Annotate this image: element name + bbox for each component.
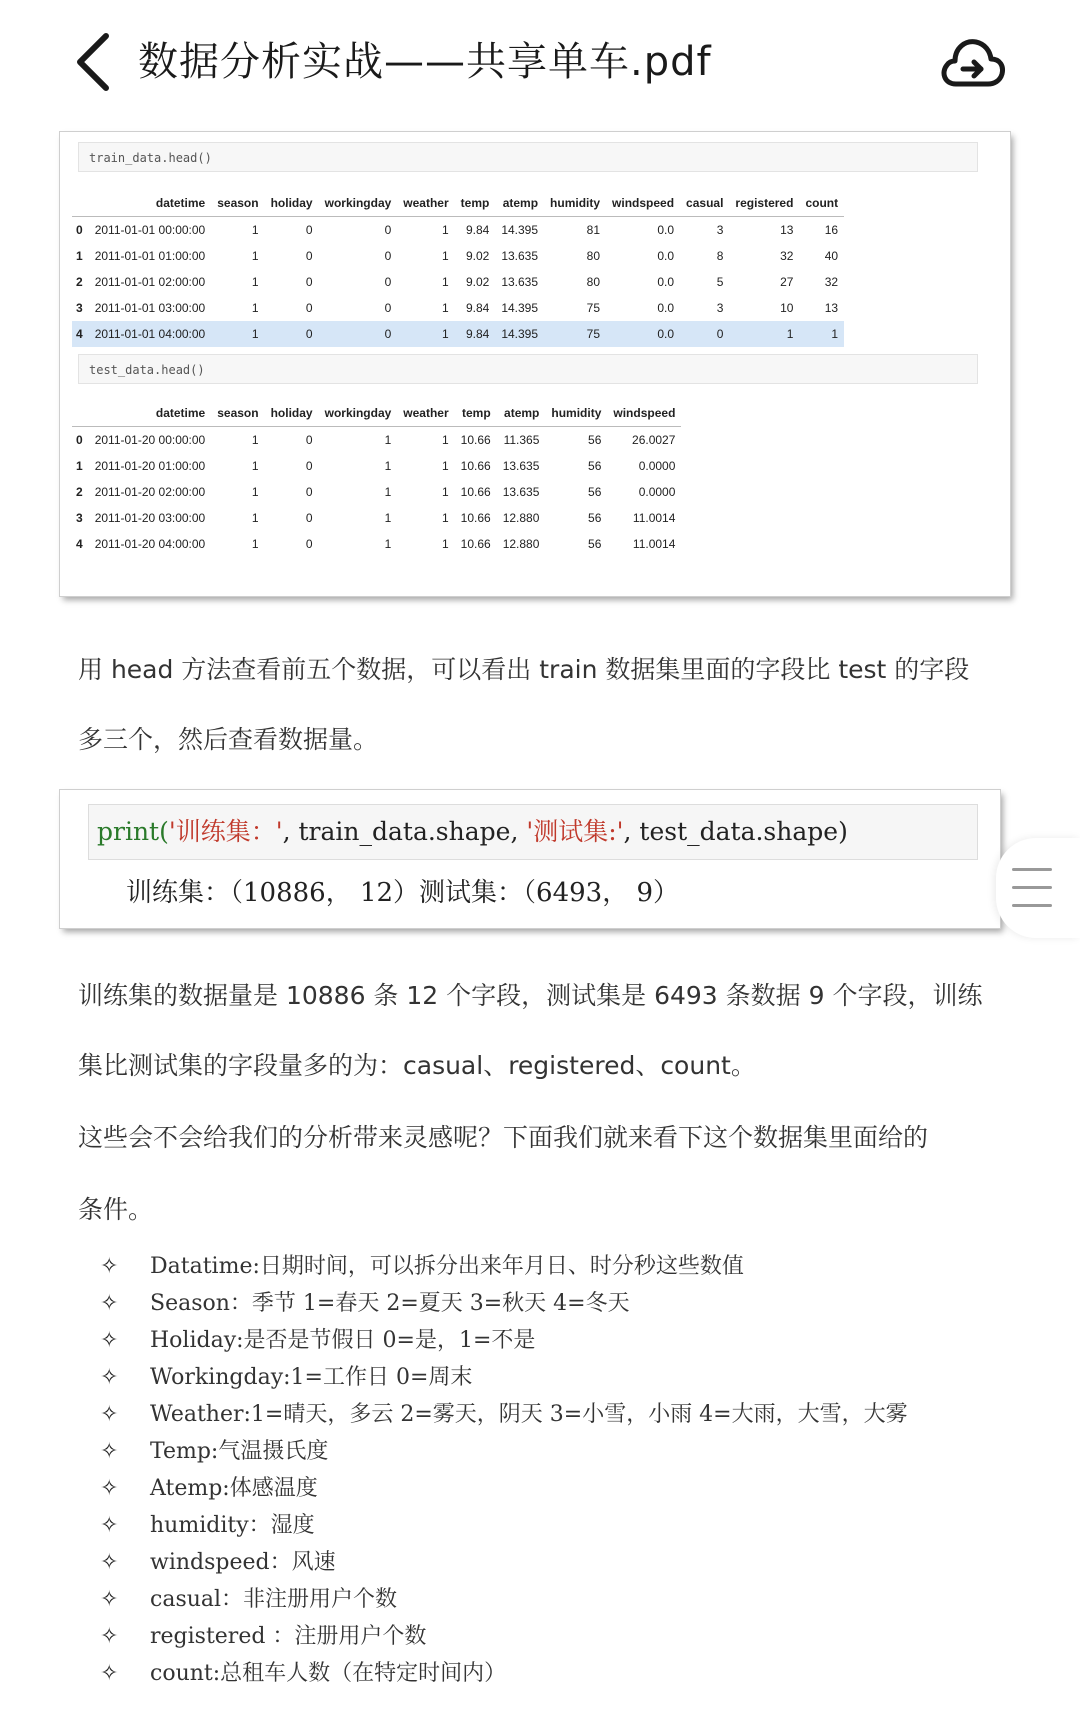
table-cell: 27 (780, 275, 794, 289)
list-item (100, 1655, 1000, 1692)
table-cell: 1 (729, 321, 799, 347)
table-cell: 1 (441, 433, 449, 447)
table-row (72, 531, 681, 557)
code-screenshot (60, 790, 1000, 928)
chevron-left-icon (70, 30, 120, 94)
table-cell: 0.0 (657, 249, 675, 263)
table-cell: 1 (251, 459, 259, 473)
back-button[interactable] (70, 30, 120, 94)
paragraph-head-line2: 多三个，然后查看数据量。 (78, 725, 379, 754)
table-cell: 0 (305, 249, 313, 263)
table-cell: 5 (716, 275, 724, 289)
table-cell: 1 (441, 485, 449, 499)
table-cell: 0 (305, 433, 313, 447)
column-header: atemp (495, 190, 544, 217)
column-header: humidity (545, 400, 607, 427)
field-description: casual：非注册用户个数 (150, 1587, 398, 1612)
table-cell: 3 (716, 301, 724, 315)
star-bullet-icon: ✧ (100, 1254, 119, 1279)
test-cell-code: test_data.head() (78, 354, 978, 384)
table-cell: 14.395 (501, 223, 539, 237)
code-cell (88, 804, 978, 860)
table-cell: 1 (441, 459, 449, 473)
column-header: season (211, 190, 264, 217)
table-cell: 14.395 (495, 321, 544, 347)
column-header: humidity (544, 190, 606, 217)
menu-button[interactable] (996, 838, 1080, 938)
table-cell: 1 (211, 321, 264, 347)
column-header (72, 190, 89, 217)
table-cell: 2011-01-01 01:00:00 (94, 249, 206, 263)
column-header: weather (397, 400, 454, 427)
table-cell: 1 (441, 537, 449, 551)
column-header: count (799, 190, 844, 217)
table-cell: 1 (251, 485, 259, 499)
table-cell: 80 (586, 275, 601, 289)
table-row (72, 217, 844, 244)
table-cell: 56 (588, 459, 602, 473)
table-cell: 10.66 (460, 485, 491, 499)
list-item (100, 1507, 1000, 1544)
column-header: datetime (89, 190, 212, 217)
table-cell: 8 (716, 249, 724, 263)
table-cell: 13 (824, 301, 839, 315)
table-cell: 2011-01-01 00:00:00 (94, 223, 206, 237)
star-bullet-icon: ✧ (100, 1661, 119, 1686)
table-cell: 1 (251, 275, 259, 289)
table-cell: 2011-01-20 01:00:00 (94, 459, 206, 473)
table-cell: 0 (384, 223, 392, 237)
table-row (72, 427, 681, 454)
table-cell: 1 (384, 537, 392, 551)
table-cell: 2 (76, 485, 83, 499)
cloud-upload-icon (938, 32, 1006, 94)
table-cell: 1 (384, 459, 392, 473)
field-description: Holiday:是否是节假日 0=是，1=不是 (150, 1328, 536, 1353)
paragraph-size-line1: 训练集的数据量是 10886 条 12 个字段，测试集是 6493 条数据 9 个字段，训练 (78, 981, 983, 1010)
table-cell: 1 (251, 249, 259, 263)
table-cell: 1 (76, 249, 83, 263)
table-cell: 3 (76, 301, 83, 315)
train-data-table (72, 190, 844, 347)
table-cell: 2011-01-20 03:00:00 (94, 511, 206, 525)
code-output: 训练集：（10886， 12）测试集：（6493， 9） (126, 878, 680, 908)
table-cell: 13.635 (501, 249, 539, 263)
table-cell: 1 (251, 537, 259, 551)
star-bullet-icon: ✧ (100, 1291, 119, 1316)
column-header: holiday (265, 400, 319, 427)
table-cell: 1 (441, 223, 449, 237)
table-cell: 1 (251, 511, 259, 525)
table-cell: 0 (305, 511, 313, 525)
table-cell: 2011-01-20 04:00:00 (94, 537, 206, 551)
table-header-row (72, 190, 844, 217)
table-cell: 26.0027 (632, 433, 676, 447)
table-cell: 0 (305, 223, 313, 237)
star-bullet-icon: ✧ (100, 1550, 119, 1575)
table-cell: 9.02 (465, 275, 490, 289)
table-cell: 12.880 (502, 537, 540, 551)
list-item (100, 1544, 1000, 1581)
table-cell: 1 (397, 321, 454, 347)
table-cell: 13.635 (501, 275, 539, 289)
table-cell: 0 (76, 433, 83, 447)
table-cell: 0 (305, 537, 313, 551)
table-cell: 13.635 (502, 485, 540, 499)
list-item (100, 1618, 1000, 1655)
table-row (72, 321, 844, 347)
dataframe-screenshot (60, 132, 1010, 596)
paragraph-conditions-line1: 这些会不会给我们的分析带来灵感呢？下面我们就来看下这个数据集里面给的 (78, 1123, 929, 1152)
table-cell: 56 (588, 485, 602, 499)
table-cell: 56 (588, 511, 602, 525)
table-cell: 2011-01-01 02:00:00 (94, 275, 206, 289)
table-cell: 1 (441, 301, 449, 315)
field-description: Datatime:日期时间，可以拆分出来年月日、时分秒这些数值 (150, 1254, 744, 1279)
field-description: Atemp:体感温度 (150, 1476, 318, 1501)
table-cell: 0.0000 (638, 485, 676, 499)
table-cell: 4 (72, 321, 89, 347)
column-header: datetime (89, 400, 212, 427)
column-header (72, 400, 89, 427)
table-cell: 40 (824, 249, 839, 263)
field-description: Temp:气温摄氏度 (150, 1439, 329, 1464)
star-bullet-icon: ✧ (100, 1587, 119, 1612)
table-cell: 0.0 (657, 223, 675, 237)
table-cell: 32 (780, 249, 794, 263)
table-cell: 1 (384, 433, 392, 447)
table-cell: 1 (441, 249, 449, 263)
list-item (100, 1433, 1000, 1470)
paragraph-size-line2: 集比测试集的字段量多的为：casual、registered、count。 (78, 1051, 756, 1080)
column-header: registered (729, 190, 799, 217)
star-bullet-icon: ✧ (100, 1365, 119, 1390)
list-item (100, 1359, 1000, 1396)
table-cell: 56 (588, 433, 602, 447)
table-cell: 4 (76, 537, 83, 551)
table-cell: 75 (586, 301, 601, 315)
table-cell: 0 (305, 459, 313, 473)
table-cell: 2011-01-01 04:00:00 (89, 321, 212, 347)
table-cell: 2 (76, 275, 83, 289)
top-bar (0, 0, 1080, 125)
field-description: windspeed：风速 (150, 1550, 336, 1575)
field-description: Season：季节 1=春天 2=夏天 3=秋天 4=冬天 (150, 1291, 630, 1316)
table-cell: 9.84 (465, 301, 490, 315)
code-mid: , train_data.shape, (282, 817, 527, 846)
table-cell: 0.0000 (638, 459, 676, 473)
table-cell: 32 (824, 275, 839, 289)
star-bullet-icon: ✧ (100, 1439, 119, 1464)
star-bullet-icon: ✧ (100, 1476, 119, 1501)
code-string-test: '测试集:' (526, 817, 624, 846)
field-description: Weather:1=晴天，多云 2=雾天，阴天 3=小雪，小雨 4=大雨，大雪，大雾 (150, 1402, 908, 1427)
table-cell: 13 (780, 223, 794, 237)
table-cell: 9.84 (465, 223, 490, 237)
table-cell: 11.0014 (632, 537, 676, 551)
column-header: weather (397, 190, 454, 217)
table-cell: 0.0 (657, 301, 675, 315)
table-cell: 1 (76, 459, 83, 473)
star-bullet-icon: ✧ (100, 1328, 119, 1353)
cloud-upload-button[interactable] (938, 32, 1006, 94)
code-print: print( (97, 817, 169, 846)
table-cell: 0.0 (657, 275, 675, 289)
table-cell: 10.66 (460, 537, 491, 551)
column-header: season (211, 400, 264, 427)
table-header-row (72, 400, 681, 427)
field-description: count:总租车人数（在特定时间内） (150, 1661, 507, 1686)
table-cell: 1 (384, 485, 392, 499)
table-cell: 81 (586, 223, 601, 237)
table-cell: 0 (384, 301, 392, 315)
table-cell: 14.395 (501, 301, 539, 315)
table-cell: 10.66 (460, 459, 491, 473)
paragraph-head-line1: 用 head 方法查看前五个数据，可以看出 train 数据集里面的字段比 test 的字段 (78, 655, 970, 684)
column-header: holiday (265, 190, 319, 217)
table-cell: 2011-01-01 03:00:00 (94, 301, 206, 315)
column-header: workingday (319, 190, 398, 217)
table-cell: 0 (305, 275, 313, 289)
table-cell: 1 (251, 301, 259, 315)
table-cell: 1 (441, 511, 449, 525)
page-title: 数据分析实战——共享单车.pdf (138, 39, 712, 85)
table-cell: 0 (305, 301, 313, 315)
table-cell: 10 (780, 301, 794, 315)
table-cell: 2011-01-20 02:00:00 (94, 485, 206, 499)
table-cell: 0 (265, 321, 319, 347)
table-cell: 12.880 (502, 511, 540, 525)
test-data-table (72, 400, 681, 557)
code-string-train: '训练集：' (168, 817, 283, 846)
table-cell: 0.0 (606, 321, 680, 347)
star-bullet-icon: ✧ (100, 1624, 119, 1649)
table-cell: 11.365 (503, 433, 540, 447)
table-cell: 0 (384, 275, 392, 289)
table-cell: 0 (680, 321, 729, 347)
table-cell: 16 (824, 223, 839, 237)
column-header: windspeed (606, 190, 680, 217)
list-item (100, 1396, 1000, 1433)
table-cell: 10.66 (460, 433, 491, 447)
list-item (100, 1470, 1000, 1507)
star-bullet-icon: ✧ (100, 1402, 119, 1427)
table-cell: 80 (586, 249, 601, 263)
table-cell: 3 (716, 223, 724, 237)
table-cell: 1 (251, 223, 259, 237)
table-row (72, 453, 681, 479)
table-cell: 0 (384, 249, 392, 263)
train-cell-code: train_data.head() (78, 142, 978, 172)
table-cell: 0 (76, 223, 83, 237)
star-bullet-icon: ✧ (100, 1513, 119, 1538)
field-description: Workingday:1=工作日 0=周末 (150, 1365, 473, 1390)
column-header: atemp (497, 400, 546, 427)
table-cell: 0 (305, 485, 313, 499)
paragraph-conditions-line2: 条件。 (78, 1195, 154, 1224)
field-description: registered ：注册用户个数 (150, 1624, 427, 1649)
table-cell: 0 (319, 321, 398, 347)
field-description: humidity：湿度 (150, 1513, 315, 1538)
table-cell: 9.84 (455, 321, 496, 347)
table-cell: 2011-01-20 00:00:00 (94, 433, 206, 447)
table-cell: 3 (76, 511, 83, 525)
column-header: windspeed (607, 400, 681, 427)
column-header: temp (455, 400, 497, 427)
table-cell: 11.0014 (632, 511, 676, 525)
table-row (72, 295, 844, 321)
field-description-list (100, 1248, 1000, 1692)
list-item (100, 1285, 1000, 1322)
table-cell: 10.66 (460, 511, 491, 525)
table-cell: 13.635 (502, 459, 540, 473)
table-cell: 9.02 (465, 249, 490, 263)
table-cell: 1 (799, 321, 844, 347)
table-row (72, 505, 681, 531)
table-cell: 56 (588, 537, 602, 551)
table-row (72, 243, 844, 269)
column-header: workingday (319, 400, 398, 427)
column-header: temp (455, 190, 496, 217)
table-row (72, 479, 681, 505)
table-row (72, 269, 844, 295)
code-tail: , test_data.shape) (623, 817, 848, 846)
table-cell: 1 (251, 433, 259, 447)
table-cell: 1 (441, 275, 449, 289)
list-item (100, 1322, 1000, 1359)
table-cell: 75 (544, 321, 606, 347)
column-header: casual (680, 190, 729, 217)
list-item (100, 1581, 1000, 1618)
list-item (100, 1248, 1000, 1285)
table-cell: 1 (384, 511, 392, 525)
